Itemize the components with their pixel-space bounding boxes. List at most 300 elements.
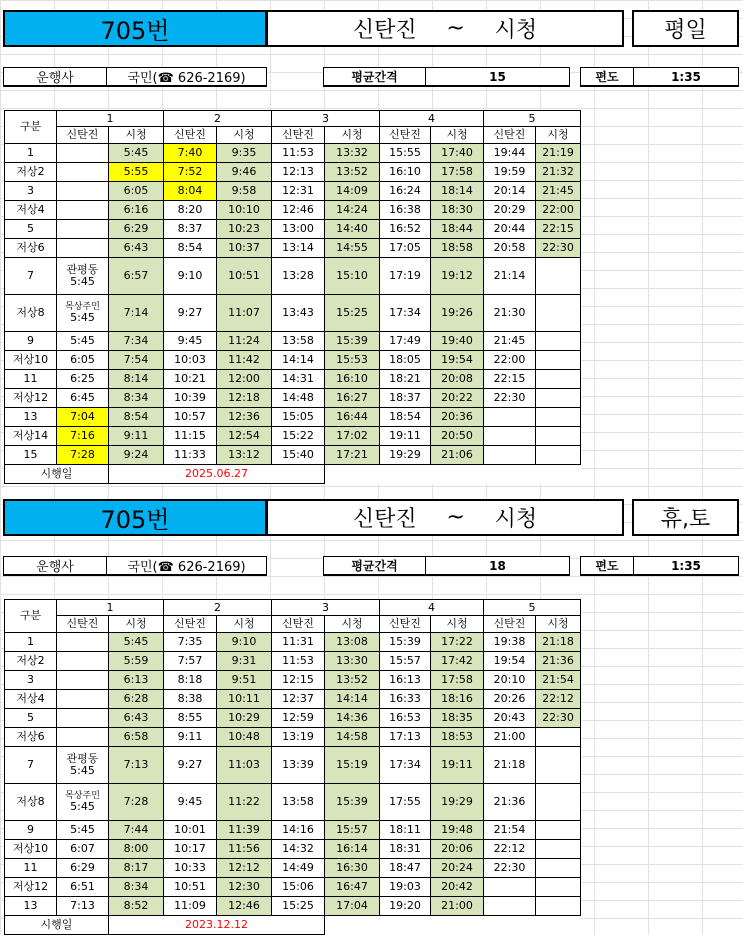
time-cell: 6:28 (109, 690, 164, 709)
time-cell (536, 784, 581, 821)
time-cell: 14:48 (272, 389, 325, 408)
time-cell: 20:06 (431, 840, 484, 859)
stop-header: 시청 (325, 616, 380, 633)
time-cell: 13:52 (325, 163, 380, 182)
time-cell: 10:37 (217, 239, 272, 258)
table-row (5, 446, 581, 465)
row-label: 저상4 (5, 690, 57, 709)
time-cell (536, 389, 581, 408)
time-cell: 18:31 (380, 840, 431, 859)
time-cell: 17:13 (380, 728, 431, 747)
time-cell (536, 427, 581, 446)
time-cell (536, 878, 581, 897)
time-cell (536, 897, 581, 916)
table-row (5, 633, 581, 652)
time-cell: 17:05 (380, 239, 431, 258)
time-cell: 8:20 (164, 201, 217, 220)
time-cell: 7:35 (164, 633, 217, 652)
time-cell (57, 671, 109, 690)
time-cell: 15:55 (380, 144, 431, 163)
row-label: 저상14 (5, 427, 57, 446)
row-label: 저상2 (5, 652, 57, 671)
time-cell: 22:15 (484, 370, 536, 389)
interval-label: 평균간격 (351, 559, 398, 573)
time-cell: 16:10 (380, 163, 431, 182)
time-cell: 9:51 (217, 671, 272, 690)
time-cell: 11:42 (217, 351, 272, 370)
time-cell: 6:29 (57, 859, 109, 878)
table-row (5, 295, 581, 332)
timetable-weekday (4, 110, 581, 484)
time-cell: 21:45 (484, 332, 536, 351)
time-cell: 9:24 (109, 446, 164, 465)
table-row (5, 258, 581, 295)
trip-number-header: 3 (272, 600, 380, 616)
time-cell: 18:44 (431, 220, 484, 239)
time-cell: 8:17 (109, 859, 164, 878)
time-cell: 21:00 (484, 728, 536, 747)
time-cell (57, 690, 109, 709)
note-bottom: 5:45 (70, 310, 95, 324)
time-cell: 9:31 (217, 652, 272, 671)
time-cell: 15:10 (325, 258, 380, 295)
time-cell: 17:34 (380, 747, 431, 784)
time-cell: 12:00 (217, 370, 272, 389)
time-cell: 9:45 (164, 784, 217, 821)
time-cell: 21:18 (536, 633, 581, 652)
row-label: 저상10 (5, 351, 57, 370)
table-row (5, 897, 581, 916)
empty-cell (325, 465, 581, 484)
time-cell: 9:35 (217, 144, 272, 163)
time-cell: 9:10 (217, 633, 272, 652)
table-row (5, 332, 581, 351)
time-cell: 13:43 (272, 295, 325, 332)
table-row (5, 163, 581, 182)
time-cell: 11:53 (272, 144, 325, 163)
table-row (5, 709, 581, 728)
stop-header: 신탄진 (272, 127, 325, 144)
time-cell: 15:25 (325, 295, 380, 332)
time-cell: 17:04 (325, 897, 380, 916)
time-cell: 10:11 (217, 690, 272, 709)
time-cell: 15:25 (272, 897, 325, 916)
time-cell: 6:07 (57, 840, 109, 859)
note-cell (57, 784, 109, 821)
time-cell: 12:18 (217, 389, 272, 408)
table-row (5, 821, 581, 840)
time-cell: 21:45 (536, 182, 581, 201)
table-row (5, 690, 581, 709)
table-row (5, 840, 581, 859)
time-cell: 19:38 (484, 633, 536, 652)
day-type-box (632, 499, 739, 536)
tilde: ~ (446, 505, 465, 530)
operator-label-box (3, 556, 107, 576)
table-row (5, 408, 581, 427)
time-cell: 18:11 (380, 821, 431, 840)
row-label: 13 (5, 408, 57, 427)
time-cell: 16:53 (380, 709, 431, 728)
time-cell: 20:44 (484, 220, 536, 239)
row-label: 저상4 (5, 201, 57, 220)
time-cell: 9:46 (217, 163, 272, 182)
time-cell: 22:00 (484, 351, 536, 370)
row-label: 저상8 (5, 295, 57, 332)
time-cell: 16:38 (380, 201, 431, 220)
operator-value: 국민(☎ 626-2169) (127, 560, 246, 575)
row-label: 3 (5, 671, 57, 690)
time-cell: 15:05 (272, 408, 325, 427)
time-cell: 13:30 (325, 652, 380, 671)
stop-header: 시청 (325, 127, 380, 144)
time-cell: 19:29 (380, 446, 431, 465)
day-type: 평일 (664, 18, 707, 43)
note-top: 관평동 (66, 752, 99, 766)
time-cell: 20:42 (431, 878, 484, 897)
time-cell: 16:24 (380, 182, 431, 201)
route-number-box (3, 10, 267, 47)
trip-number-header: 4 (380, 111, 484, 127)
operator-label: 운행사 (36, 71, 74, 86)
one-way-label: 편도 (595, 559, 619, 573)
time-cell: 19:54 (431, 351, 484, 370)
time-cell: 14:16 (272, 821, 325, 840)
time-cell: 16:10 (325, 370, 380, 389)
note-cell (57, 747, 109, 784)
table-row (5, 747, 581, 784)
stop-header: 신탄진 (380, 127, 431, 144)
one-way-value: 1:35 (671, 558, 701, 573)
table-row (5, 220, 581, 239)
note-bottom: 5:45 (70, 764, 95, 777)
time-cell (536, 747, 581, 784)
interval-value-box (425, 556, 570, 576)
time-cell: 8:54 (164, 239, 217, 258)
time-cell: 17:49 (380, 332, 431, 351)
route-number: 705번 (100, 506, 170, 534)
time-cell (57, 182, 109, 201)
table-row (5, 351, 581, 370)
note-cell (57, 258, 109, 295)
time-cell: 7:52 (164, 163, 217, 182)
table-row (5, 878, 581, 897)
time-cell (484, 427, 536, 446)
time-cell: 17:21 (325, 446, 380, 465)
time-cell: 15:57 (325, 821, 380, 840)
time-cell: 22:30 (536, 239, 581, 258)
time-cell: 6:51 (57, 878, 109, 897)
time-cell: 7:40 (164, 144, 217, 163)
time-cell: 6:13 (109, 671, 164, 690)
time-cell: 11:24 (217, 332, 272, 351)
time-cell: 20:26 (484, 690, 536, 709)
note-cell (57, 295, 109, 332)
time-cell: 16:30 (325, 859, 380, 878)
row-label: 저상12 (5, 878, 57, 897)
time-cell: 7:44 (109, 821, 164, 840)
time-cell: 8:04 (164, 182, 217, 201)
time-cell: 7:13 (109, 747, 164, 784)
time-cell: 16:47 (325, 878, 380, 897)
origin-stop: 신탄진 (352, 507, 417, 532)
time-cell: 12:46 (272, 201, 325, 220)
time-cell: 15:19 (325, 747, 380, 784)
time-cell: 12:31 (272, 182, 325, 201)
time-cell (536, 408, 581, 427)
time-cell: 20:43 (484, 709, 536, 728)
time-cell: 12:12 (217, 859, 272, 878)
row-label: 저상6 (5, 239, 57, 258)
time-cell: 13:08 (325, 633, 380, 652)
table-row (5, 859, 581, 878)
row-label: 1 (5, 144, 57, 163)
interval-value: 18 (489, 558, 506, 573)
time-cell: 6:43 (109, 709, 164, 728)
time-cell (57, 239, 109, 258)
time-cell: 9:11 (109, 427, 164, 446)
effective-date-row (5, 465, 581, 484)
time-cell: 7:16 (57, 427, 109, 446)
time-cell: 6:57 (109, 258, 164, 295)
time-cell: 21:36 (484, 784, 536, 821)
time-cell: 17:42 (431, 652, 484, 671)
time-cell: 10:57 (164, 408, 217, 427)
time-cell (57, 728, 109, 747)
time-cell: 10:10 (217, 201, 272, 220)
time-cell: 19:59 (484, 163, 536, 182)
time-cell: 13:39 (272, 747, 325, 784)
time-cell: 22:30 (484, 389, 536, 408)
row-label: 9 (5, 821, 57, 840)
time-cell: 6:25 (57, 370, 109, 389)
time-cell: 12:46 (217, 897, 272, 916)
time-cell: 18:35 (431, 709, 484, 728)
interval-label: 평균간격 (351, 70, 398, 84)
time-cell: 18:14 (431, 182, 484, 201)
time-cell: 15:57 (380, 652, 431, 671)
time-cell: 5:45 (109, 144, 164, 163)
time-cell: 13:58 (272, 332, 325, 351)
time-cell (57, 163, 109, 182)
trip-number-header: 1 (57, 111, 164, 127)
time-cell: 7:04 (57, 408, 109, 427)
row-label: 13 (5, 897, 57, 916)
operator-value-box (106, 556, 267, 576)
trip-number-header: 3 (272, 111, 380, 127)
time-cell: 20:50 (431, 427, 484, 446)
time-cell: 9:10 (164, 258, 217, 295)
time-cell: 7:28 (109, 784, 164, 821)
time-cell: 7:14 (109, 295, 164, 332)
time-cell: 17:02 (325, 427, 380, 446)
time-cell: 11:31 (272, 633, 325, 652)
time-cell: 18:53 (431, 728, 484, 747)
time-cell: 9:11 (164, 728, 217, 747)
trip-number-header: 2 (164, 600, 272, 616)
time-cell: 14:24 (325, 201, 380, 220)
time-cell: 12:13 (272, 163, 325, 182)
time-cell: 22:30 (484, 859, 536, 878)
route-direction-box (266, 499, 624, 536)
time-cell: 11:22 (217, 784, 272, 821)
time-cell: 13:14 (272, 239, 325, 258)
time-cell: 10:33 (164, 859, 217, 878)
stop-header: 시청 (217, 127, 272, 144)
header-row-trips (5, 600, 581, 616)
time-cell: 16:44 (325, 408, 380, 427)
time-cell: 14:14 (325, 690, 380, 709)
time-cell: 11:39 (217, 821, 272, 840)
time-cell: 8:52 (109, 897, 164, 916)
time-cell: 14:40 (325, 220, 380, 239)
time-cell: 21:00 (431, 897, 484, 916)
time-cell: 14:14 (272, 351, 325, 370)
stop-header: 신탄진 (57, 127, 109, 144)
row-label: 3 (5, 182, 57, 201)
time-cell: 13:52 (325, 671, 380, 690)
time-cell: 18:21 (380, 370, 431, 389)
time-cell (484, 408, 536, 427)
time-cell: 16:27 (325, 389, 380, 408)
header-row-stops (5, 127, 581, 144)
time-cell: 14:58 (325, 728, 380, 747)
row-label: 7 (5, 258, 57, 295)
time-cell: 19:11 (431, 747, 484, 784)
stop-header: 시청 (217, 616, 272, 633)
time-cell: 21:54 (536, 671, 581, 690)
table-row (5, 370, 581, 389)
time-cell: 10:21 (164, 370, 217, 389)
time-cell: 11:33 (164, 446, 217, 465)
time-cell: 21:14 (484, 258, 536, 295)
time-cell: 10:29 (217, 709, 272, 728)
table-row (5, 671, 581, 690)
stop-header: 신탄진 (484, 127, 536, 144)
time-cell: 15:06 (272, 878, 325, 897)
stop-header: 신탄진 (380, 616, 431, 633)
table-row (5, 201, 581, 220)
operator-label-box (3, 67, 107, 87)
time-cell: 18:54 (380, 408, 431, 427)
time-cell: 16:14 (325, 840, 380, 859)
table-row (5, 144, 581, 163)
time-cell: 8:55 (164, 709, 217, 728)
time-cell (536, 295, 581, 332)
time-cell: 21:36 (536, 652, 581, 671)
effective-date-value: 2023.12.12 (109, 916, 325, 935)
header-row-stops (5, 616, 581, 633)
route-number: 705번 (100, 17, 170, 45)
time-cell: 16:52 (380, 220, 431, 239)
effective-date-label: 시행일 (5, 465, 109, 484)
table-row (5, 389, 581, 408)
time-cell (536, 840, 581, 859)
time-cell: 6:45 (57, 389, 109, 408)
interval-value: 15 (489, 69, 506, 84)
row-label: 저상6 (5, 728, 57, 747)
time-cell: 12:15 (272, 671, 325, 690)
row-label: 7 (5, 747, 57, 784)
time-cell (57, 709, 109, 728)
time-cell: 11:03 (217, 747, 272, 784)
trip-number-header: 4 (380, 600, 484, 616)
time-cell: 12:59 (272, 709, 325, 728)
time-cell: 21:54 (484, 821, 536, 840)
time-cell: 6:58 (109, 728, 164, 747)
time-cell: 11:15 (164, 427, 217, 446)
time-cell (57, 633, 109, 652)
time-cell: 20:14 (484, 182, 536, 201)
one-way-label-box (580, 67, 634, 87)
stop-header: 시청 (109, 127, 164, 144)
time-cell: 6:05 (109, 182, 164, 201)
time-cell: 20:36 (431, 408, 484, 427)
time-cell: 19:26 (431, 295, 484, 332)
day-type-box (632, 10, 739, 47)
time-cell: 15:39 (325, 332, 380, 351)
gubun-header: 구분 (5, 600, 57, 633)
time-cell (536, 859, 581, 878)
time-cell: 14:31 (272, 370, 325, 389)
time-cell (57, 201, 109, 220)
time-cell (57, 652, 109, 671)
time-cell: 13:00 (272, 220, 325, 239)
timetable-holiday (4, 599, 581, 935)
time-cell: 19:11 (380, 427, 431, 446)
time-cell: 21:06 (431, 446, 484, 465)
time-cell: 10:03 (164, 351, 217, 370)
time-cell: 18:30 (431, 201, 484, 220)
time-cell: 20:29 (484, 201, 536, 220)
trip-number-header: 1 (57, 600, 164, 616)
time-cell: 8:37 (164, 220, 217, 239)
one-way-value: 1:35 (671, 69, 701, 84)
trip-number-header: 2 (164, 111, 272, 127)
time-cell: 17:58 (431, 671, 484, 690)
row-label: 5 (5, 709, 57, 728)
row-label: 5 (5, 220, 57, 239)
time-cell: 14:09 (325, 182, 380, 201)
row-label: 저상12 (5, 389, 57, 408)
time-cell: 14:32 (272, 840, 325, 859)
route-number-box (3, 499, 267, 536)
time-cell: 18:05 (380, 351, 431, 370)
time-cell (484, 878, 536, 897)
destination-stop: 시청 (494, 507, 538, 532)
time-cell: 21:32 (536, 163, 581, 182)
time-cell: 7:57 (164, 652, 217, 671)
time-cell: 17:58 (431, 163, 484, 182)
table-row (5, 728, 581, 747)
time-cell: 14:36 (325, 709, 380, 728)
time-cell: 19:40 (431, 332, 484, 351)
time-cell: 20:22 (431, 389, 484, 408)
time-cell: 7:28 (57, 446, 109, 465)
time-cell: 6:16 (109, 201, 164, 220)
stop-header: 신탄진 (272, 616, 325, 633)
time-cell: 13:32 (325, 144, 380, 163)
row-label: 저상8 (5, 784, 57, 821)
time-cell: 7:13 (57, 897, 109, 916)
time-cell: 14:49 (272, 859, 325, 878)
time-cell: 5:45 (57, 332, 109, 351)
time-cell: 19:44 (484, 144, 536, 163)
time-cell: 8:54 (109, 408, 164, 427)
time-cell: 10:51 (164, 878, 217, 897)
time-cell: 19:54 (484, 652, 536, 671)
time-cell (536, 446, 581, 465)
